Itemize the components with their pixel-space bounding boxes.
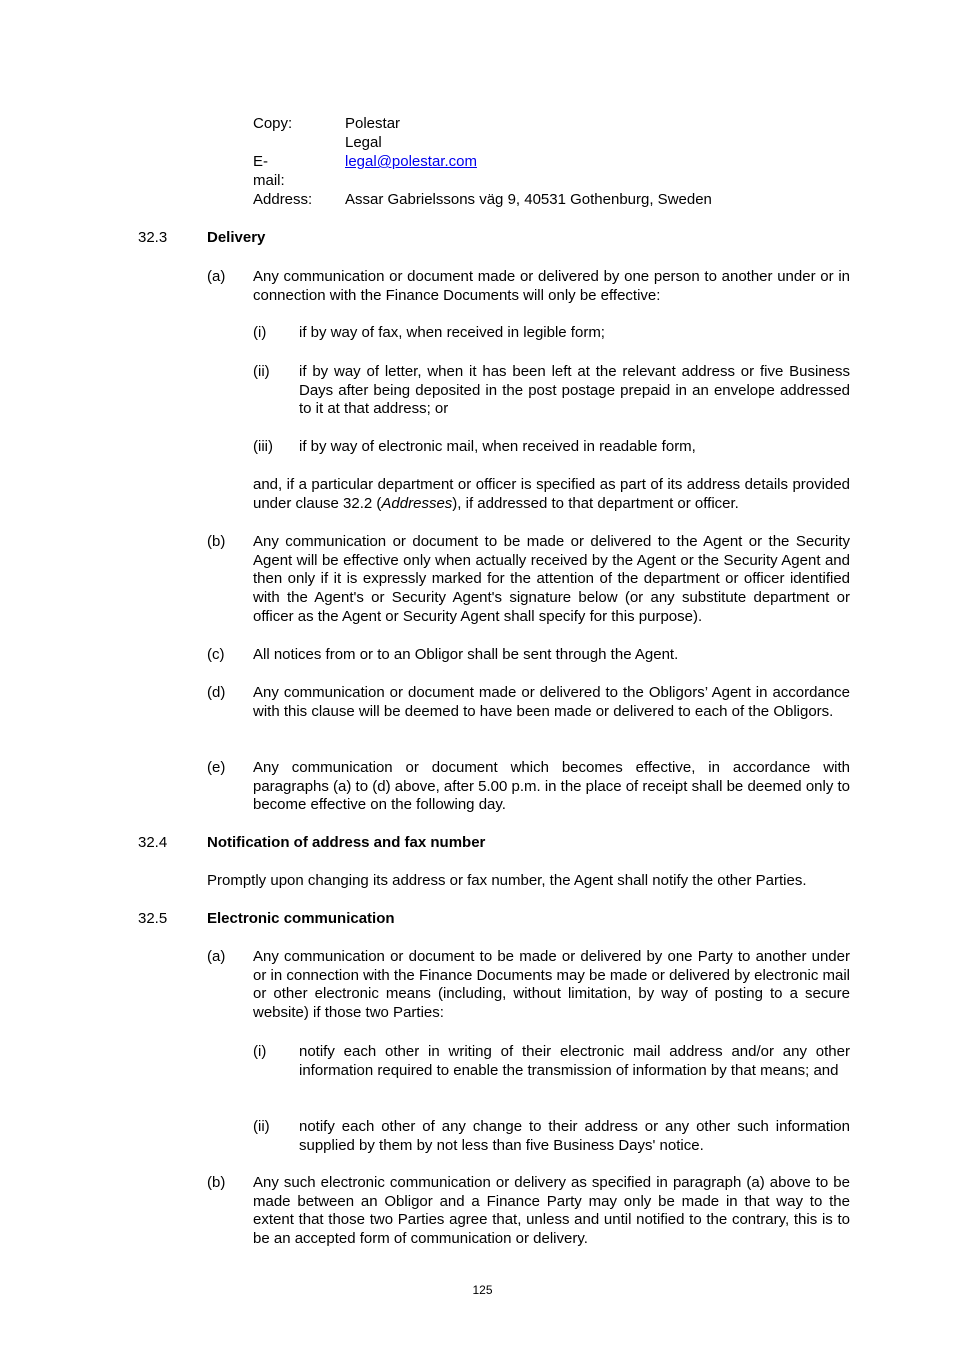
clause-label: (iii) xyxy=(253,438,273,455)
clause-label: (ii) xyxy=(253,363,270,380)
clause-text: if by way of electronic mail, when received in readable form, xyxy=(299,438,696,455)
clause-label: (i) xyxy=(253,1043,267,1060)
clause-text: Any communication or document made or delivered to the Obligors’ Agent in accordance with this clause will be deemed to have been made or delivered to each of the Obligors. xyxy=(253,684,850,720)
clause-text: Any communication or document which becomes effective, in accordance with paragraphs (a) to (d) above, after 5.00 p.m. in the place of receipt shall be deemed only to become effective on the following day. xyxy=(253,759,851,814)
clause-label: (d) xyxy=(207,684,226,701)
clause-label: (b) xyxy=(207,1174,226,1191)
section-number: 32.4 xyxy=(138,834,168,851)
clause-text: Any such electronic communication or delivery as specified in paragraph (a) above to be made between an Obligor and a Finance Party may only be made in that way to the extent that those two Parties agree that, unless and until notified to the contrary, this is to be an accepted form of communication or delivery. xyxy=(253,1174,850,1248)
clause-text: notify each other of any change to their address or any other such information supplied by them by not less than five Business Days' notice. xyxy=(299,1118,850,1154)
clause-text: if by way of letter, when it has been left at the relevant address or five Business Days after being deposited in the post postage prepaid in an envelope addressed to it at that address; or xyxy=(299,363,850,418)
clause-label: (c) xyxy=(207,646,225,663)
section-title: Delivery xyxy=(207,229,266,246)
section-number: 32.3 xyxy=(138,229,168,246)
section-title: Electronic communication xyxy=(207,910,395,927)
clause-label: (a) xyxy=(207,268,226,285)
address-label: Address: xyxy=(253,191,313,208)
copy-value: Polestar Legal xyxy=(345,115,401,151)
clause-text: All notices from or to an Obligor shall be sent through the Agent. xyxy=(253,646,679,663)
clause-label: (i) xyxy=(253,324,267,341)
email-label: E-mail: xyxy=(253,153,285,189)
clause-text: Any communication or document to be made or delivered to the Agent or the Security Agent will be effective only when actually received by the Agent or the Security Agent and then only if it is expressly marked for the attention of the department or officer identified with the Agent's or Security Agent's signature below (or any substitute department or officer as the Agent or Security Agent shall specify for this purpose). xyxy=(253,533,850,625)
clause-text: if by way of fax, when received in legible form; xyxy=(299,324,605,341)
clause-text: Any communication or document to be made or delivered by one Party to another under or in connection with the Finance Documents may be made or delivered by electronic mail or other electronic means (including, without limitation, by way of posting to a secure website) if those two Parties: xyxy=(253,948,850,1022)
clause-label: (e) xyxy=(207,759,226,776)
page-number: 125 xyxy=(472,1283,493,1297)
text-part: ), if addressed to that department or officer. xyxy=(452,494,739,512)
address-value: Assar Gabrielssons väg 9, 40531 Gothenburg, Sweden xyxy=(345,191,712,208)
italic-reference: Addresses xyxy=(381,494,453,512)
clause-text: Promptly upon changing its address or fax number, the Agent shall notify the other Parties. xyxy=(207,872,807,889)
clause-text xyxy=(253,476,850,513)
clause-text: Any communication or document made or delivered by one person to another under or in connection with the Finance Documents will only be effective: xyxy=(253,268,850,304)
clause-label: (a) xyxy=(207,948,226,965)
section-number: 32.5 xyxy=(138,910,168,927)
email-link[interactable]: legal@polestar.com xyxy=(345,153,477,170)
clause-label: (b) xyxy=(207,533,226,550)
text-part: and, if a particular department or officer is specified as part of its address details provided under clause 32.2 ( xyxy=(253,476,850,512)
clause-text: notify each other in writing of their electronic mail address and/or any other information required to enable the transmission of information by that means; and xyxy=(299,1043,850,1079)
section-title: Notification of address and fax number xyxy=(207,834,486,851)
clause-label: (ii) xyxy=(253,1118,270,1135)
copy-label: Copy: xyxy=(253,115,293,132)
